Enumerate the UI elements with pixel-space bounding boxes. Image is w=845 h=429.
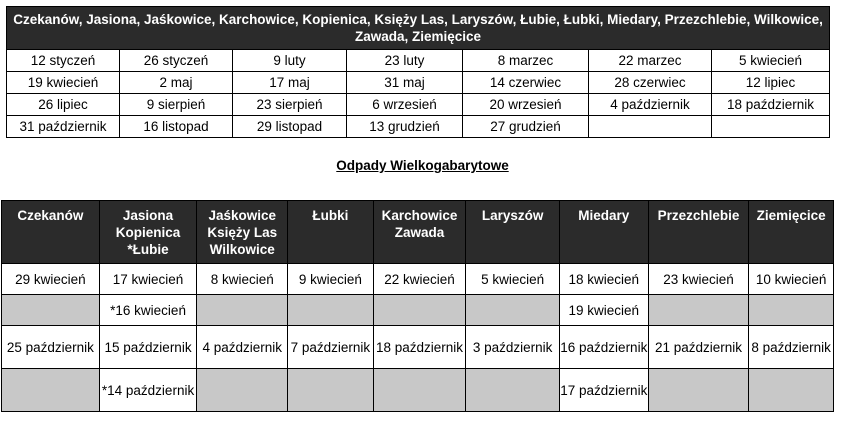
table-cell: 25 październik (2, 326, 100, 369)
table-cell: 23 luty (347, 50, 463, 72)
bulky-waste-table (1, 200, 834, 412)
table-cell (197, 369, 288, 412)
table-cell: 29 kwiecień (2, 264, 100, 295)
column-header: Jasiona Kopienica *Łubie (99, 201, 197, 264)
table-cell: 2 maj (120, 72, 233, 94)
table-cell: 29 listopad (233, 116, 347, 138)
table-cell: 18 październik (373, 326, 466, 369)
table-cell: 27 grudzień (463, 116, 589, 138)
table-row (2, 295, 834, 326)
table-cell: 9 kwiecień (288, 264, 374, 295)
column-header: Laryszów (466, 201, 560, 264)
table-cell: 13 grudzień (347, 116, 463, 138)
bulky-header-row (2, 201, 834, 264)
table-cell: 21 październik (648, 326, 749, 369)
table-row (2, 369, 834, 412)
table-cell: 31 maj (347, 72, 463, 94)
table-cell (749, 369, 834, 412)
table-row (2, 326, 834, 369)
table-cell: 16 październik (559, 326, 648, 369)
table-cell: 22 kwiecień (373, 264, 466, 295)
column-header: Jaśkowice Księży Las Wilkowice (197, 201, 288, 264)
table-cell: 17 maj (233, 72, 347, 94)
table-cell: 7 październik (288, 326, 374, 369)
table-cell: 8 marzec (463, 50, 589, 72)
table-cell: 26 lipiec (7, 94, 120, 116)
table-cell (288, 295, 374, 326)
bulky-waste-title: Odpady Wielkogabarytowe (336, 158, 509, 173)
table-cell: 3 październik (466, 326, 560, 369)
table-cell (589, 116, 712, 138)
table-cell (712, 116, 830, 138)
table-cell (288, 369, 374, 412)
table-cell: 14 czerwiec (463, 72, 589, 94)
table-cell: 12 lipiec (712, 72, 830, 94)
table-cell (648, 295, 749, 326)
table-cell: 9 luty (233, 50, 347, 72)
column-header: Ziemięcice (749, 201, 834, 264)
table-cell (373, 295, 466, 326)
table-cell: 19 kwiecień (559, 295, 648, 326)
table-cell: 12 styczeń (7, 50, 120, 72)
table-cell: 17 kwiecień (99, 264, 197, 295)
table-row (7, 116, 830, 138)
table-cell: 17 październik (559, 369, 648, 412)
table-cell: 5 kwiecień (466, 264, 560, 295)
table-cell: 26 styczeń (120, 50, 233, 72)
table-cell: 31 październik (7, 116, 120, 138)
table-cell (2, 369, 100, 412)
table-cell: 23 sierpień (233, 94, 347, 116)
table-cell: 20 wrzesień (463, 94, 589, 116)
table-cell (749, 295, 834, 326)
table-cell: 18 kwiecień (559, 264, 648, 295)
column-header: Łubki (288, 201, 374, 264)
table-cell (648, 369, 749, 412)
table-row (7, 72, 830, 94)
table-cell: 4 październik (197, 326, 288, 369)
table-cell: 28 czerwiec (589, 72, 712, 94)
table-cell: 15 październik (99, 326, 197, 369)
collection-schedule-table (6, 6, 830, 138)
column-header: Czekanów (2, 201, 100, 264)
table-cell (197, 295, 288, 326)
table-cell: 8 kwiecień (197, 264, 288, 295)
column-header: Karchowice Zawada (373, 201, 466, 264)
table-row (7, 50, 830, 72)
table-cell: 19 kwiecień (7, 72, 120, 94)
table-cell: *14 październik (99, 369, 197, 412)
table-cell: 16 listopad (120, 116, 233, 138)
table-cell: 23 kwiecień (648, 264, 749, 295)
table-row (7, 94, 830, 116)
table-cell: 4 październik (589, 94, 712, 116)
schedule-header-localities: Czekanów, Jasiona, Jaśkowice, Karchowice, Kopienica, Księży Las, Laryszów, Łubie, Łubki, Miedary, Przezchlebie, Wilkowice, Zawada, Ziemięcice (7, 7, 830, 50)
table-cell (466, 295, 560, 326)
table-cell: 10 kwiecień (749, 264, 834, 295)
table-cell (2, 295, 100, 326)
table-cell: *16 kwiecień (99, 295, 197, 326)
table-cell (466, 369, 560, 412)
table-cell: 8 październik (749, 326, 834, 369)
table-row (2, 264, 834, 295)
table-cell: 18 październik (712, 94, 830, 116)
column-header: Przezchlebie (648, 201, 749, 264)
table-cell: 6 wrzesień (347, 94, 463, 116)
table-cell: 5 kwiecień (712, 50, 830, 72)
table-cell: 9 sierpień (120, 94, 233, 116)
column-header: Miedary (559, 201, 648, 264)
table-cell: 22 marzec (589, 50, 712, 72)
table-cell (373, 369, 466, 412)
